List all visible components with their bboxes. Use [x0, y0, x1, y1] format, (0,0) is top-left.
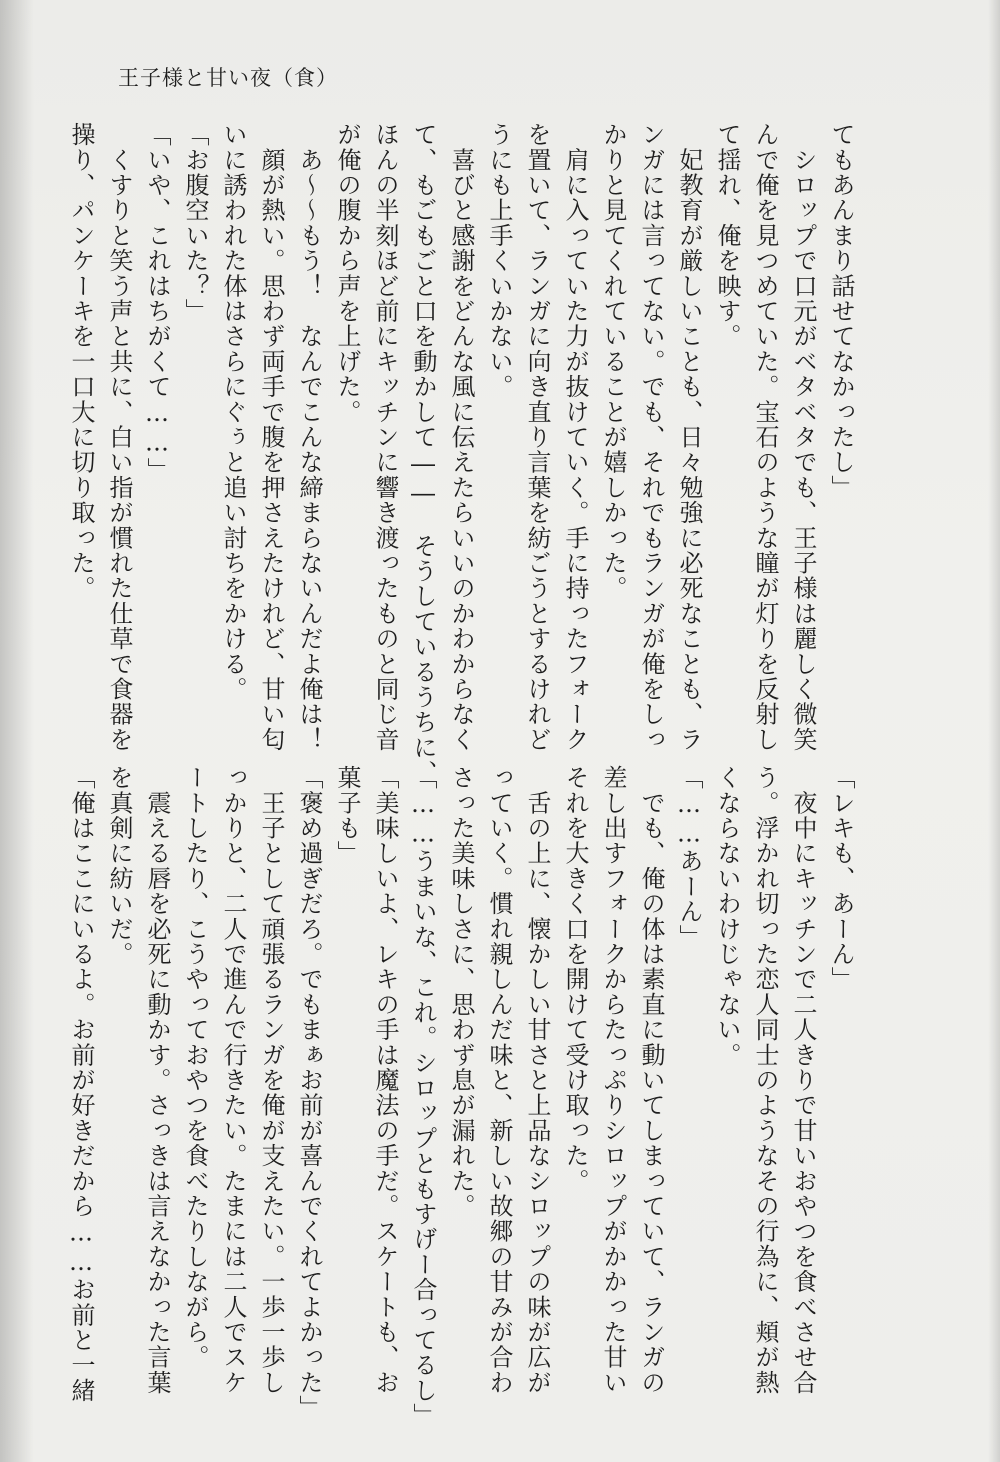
- text-line: シロップで口元がベタベタでも、王子様は麗しく微笑: [789, 122, 817, 752]
- text-line: うにも上手くいかない。: [485, 122, 513, 400]
- upper-text-block: [67, 122, 860, 786]
- text-line: 顔が熱い。思わず両手で腹を押さえたけれど、甘い匂: [257, 122, 285, 752]
- text-line: ほんの半刻ほど前にキッチンに響き渡ったものと同じ音: [371, 122, 399, 752]
- text-line: 舌の上に、懐かしい甘さと上品なシロップの味が広が: [523, 765, 551, 1395]
- text-line: んで俺を見つめていた。宝石のような瞳が灯りを反射し: [751, 122, 779, 752]
- text-line: さった美味しさに、思わず息が漏れた。: [447, 765, 475, 1219]
- text-line: 「俺はここにいるよ。お前が好きだから……お前と一緒: [67, 765, 95, 1403]
- text-line: あ～～もう！ なんでこんな締まらないんだよ俺は！: [295, 122, 323, 752]
- text-line: かりと見てくれていることが嬉しかった。: [599, 122, 627, 601]
- text-line: てもあんまり話せてなかったし」: [827, 122, 855, 500]
- binding-shadow: [0, 0, 34, 1462]
- text-line: でも、俺の体は素直に動いてしまっていて、ランガの: [637, 765, 665, 1395]
- text-line: 「レキも、あーん」: [827, 765, 855, 992]
- text-line: 菓子も」: [333, 765, 361, 866]
- text-line: を置いて、ランガに向き直り言葉を紡ごうとするけれど: [523, 122, 551, 752]
- text-line: 「お腹空いた？」: [181, 122, 209, 324]
- text-line: 差し出すフォークからたっぷりシロップがかかった甘い: [599, 765, 627, 1395]
- text-line: 夜中にキッチンで二人きりで甘いおやつを食べさせ合: [789, 765, 817, 1395]
- text-line: 操り、パンケーキを一口大に切り取った。: [67, 122, 95, 601]
- text-line: て揺れ、俺を映す。: [713, 122, 741, 349]
- text-line: 「いや、これはちがくて……」: [143, 122, 171, 483]
- text-line: 妃教育が厳しいことも、日々勉強に必死なことも、ラ: [675, 122, 703, 752]
- text-line: 震える唇を必死に動かす。さっきは言えなかった言葉: [143, 765, 171, 1395]
- text-line: それを大きく口を開けて受け取った。: [561, 765, 589, 1194]
- text-line: 王子として頑張るランガを俺が支えたい。一歩一歩し: [257, 765, 285, 1395]
- text-line: 肩に入っていた力が抜けていく。手に持ったフォーク: [561, 122, 589, 752]
- text-line: 「……うまいな、これ。シロップともすげー合ってるし」: [409, 765, 437, 1429]
- text-line: ートしたり、こうやっておやつを食べたりしながら。: [181, 765, 209, 1370]
- running-head: 王子様と甘い夜（食）: [118, 66, 338, 90]
- lower-text-block: [67, 765, 860, 1429]
- text-line: を真剣に紡いだ。: [105, 765, 133, 967]
- text-line: 「美味しいよ、レキの手は魔法の手だ。スケートも、お: [371, 765, 399, 1395]
- text-line: くならないわけじゃない。: [713, 765, 741, 1068]
- text-line: う。浮かれ切った恋人同士のようなその行為に、頬が熱: [751, 765, 779, 1395]
- text-line: っていく。慣れ親しんだ味と、新しい故郷の甘みが合わ: [485, 765, 513, 1395]
- text-line: 喜びと感謝をどんな風に伝えたらいいのかわからなく: [447, 122, 475, 752]
- page-edge-shadow: [988, 0, 1000, 1462]
- text-line: っかりと、二人で進んで行きたい。たまには二人でスケ: [219, 765, 247, 1395]
- text-line: いに誘われた体はさらにぐぅと追い討ちをかける。: [219, 122, 247, 702]
- text-line: ンガには言ってない。でも、それでもランガが俺をしっ: [637, 122, 665, 752]
- text-line: が俺の腹から声を上げた。: [333, 122, 361, 425]
- text-line: 「褒め過ぎだろ。でもまぁお前が喜んでくれてよかった」: [295, 765, 323, 1421]
- text-line: 「……あーん」: [675, 765, 703, 950]
- text-line: て、もごもごと口を動かして―― そうしているうちに、: [409, 122, 437, 786]
- text-line: くすりと笑う声と共に、白い指が慣れた仕草で食器を: [105, 122, 133, 753]
